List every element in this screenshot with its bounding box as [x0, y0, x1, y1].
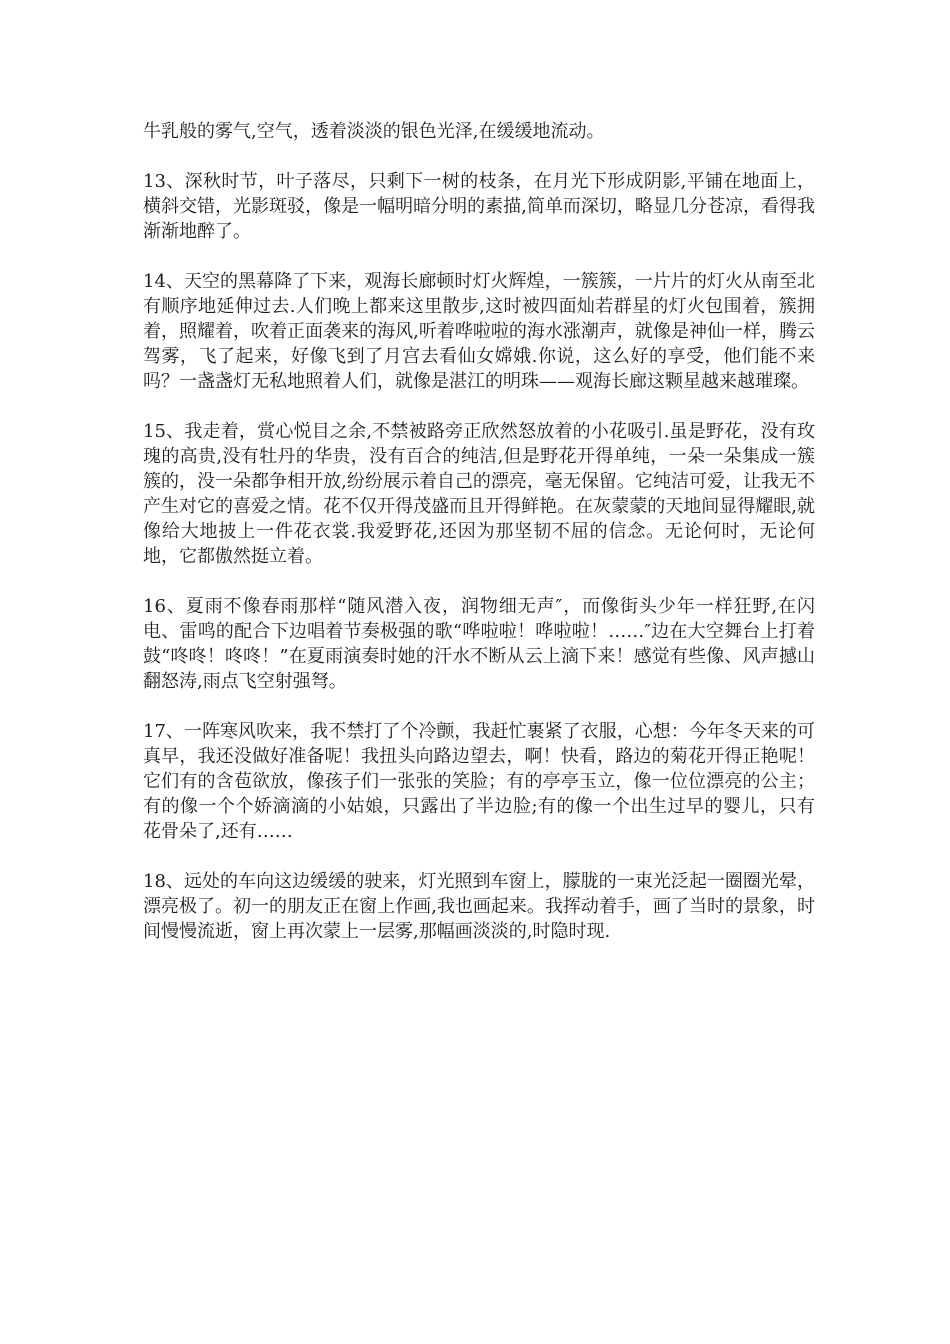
- paragraph-15: 15、我走着，赏心悦目之余,不禁被路旁正欣然怒放着的小花吸引.虽是野花，没有玫瑰的高贵,没有牡丹的华贵，没有百合的纯洁,但是野花开得单纯，一朵一朵集成一簇簇的，没一朵都争相开放,纷纷展示着自己的漂亮，毫无保留。它纯洁可爱，让我无不产生对它的喜爱之情。花不仅开得茂盛而且开得鲜艳。在灰蒙蒙的天地间显得耀眼,就像给大地披上一件花衣裳.我爱野花,还因为那坚韧不屈的信念。无论何时，无论何地，它都傲然挺立着。: [143, 421, 815, 567]
- paragraph-17: 17、一阵寒风吹来，我不禁打了个冷颤，我赶忙裹紧了衣服，心想：今年冬天来的可真早，我还没做好准备呢！我扭头向路边望去，啊！快看，路边的菊花开得正艳呢！它们有的含苞欲放，像孩子们一张张的笑脸；有的亭亭玉立，像一位位漂亮的公主；有的像一个个娇滴滴的小姑娘，只露出了半边脸;有的像一个出生过早的婴儿，只有花骨朵了,还有……: [143, 721, 815, 842]
- paragraph-continued: 牛乳般的雾气,空气，透着淡淡的银色光泽,在缓缓地流动。: [143, 121, 605, 142]
- paragraph-16: 16、夏雨不像春雨那样“随风潜入夜，润物细无声″，而像街头少年一样狂野,在闪电、雷鸣的配合下边唱着节奏极强的歌“哗啦啦！哗啦啦！……″边在大空舞台上打着鼓“咚咚！咚咚！”在夏雨演奏时她的汗水不断从云上滴下来！感觉有些像、风声撼山翻怒涛,雨点飞空射强弩。: [143, 596, 815, 692]
- paragraph-13: 13、深秋时节，叶子落尽，只剩下一树的枝条，在月光下形成阴影,平铺在地面上，横斜交错，光影斑驳，像是一幅明暗分明的素描,简单而深切，略显几分苍凉，看得我渐渐地醉了。: [143, 171, 815, 242]
- paragraph-18: 18、远处的车向这边缓缓的驶来，灯光照到车窗上，朦胧的一束光泛起一圈圈光晕，漂亮极了。初一的朋友正在窗上作画,我也画起来。我挥动着手，画了当时的景象，时间慢慢流逝，窗上再次蒙上一层雾,那幅画淡淡的,时隐时现.: [143, 871, 815, 942]
- document-body: [143, 119, 815, 969]
- paragraph-14: 14、天空的黑幕降了下来，观海长廊顿时灯火辉煌，一簇簇，一片片的灯火从南至北有顺序地延伸过去.人们晚上都来这里散步,这时被四面灿若群星的灯火包围着，簇拥着，照耀着，吹着正面袭来的海风,听着哗啦啦的海水涨潮声，就像是神仙一样，腾云驾雾，飞了起来，好像飞到了月宫去看仙女嫦娥.你说，这么好的享受，他们能不来吗？一盏盏灯无私地照着人们，就像是湛江的明珠——观海长廊这颗星越来越璀璨。: [143, 271, 815, 392]
